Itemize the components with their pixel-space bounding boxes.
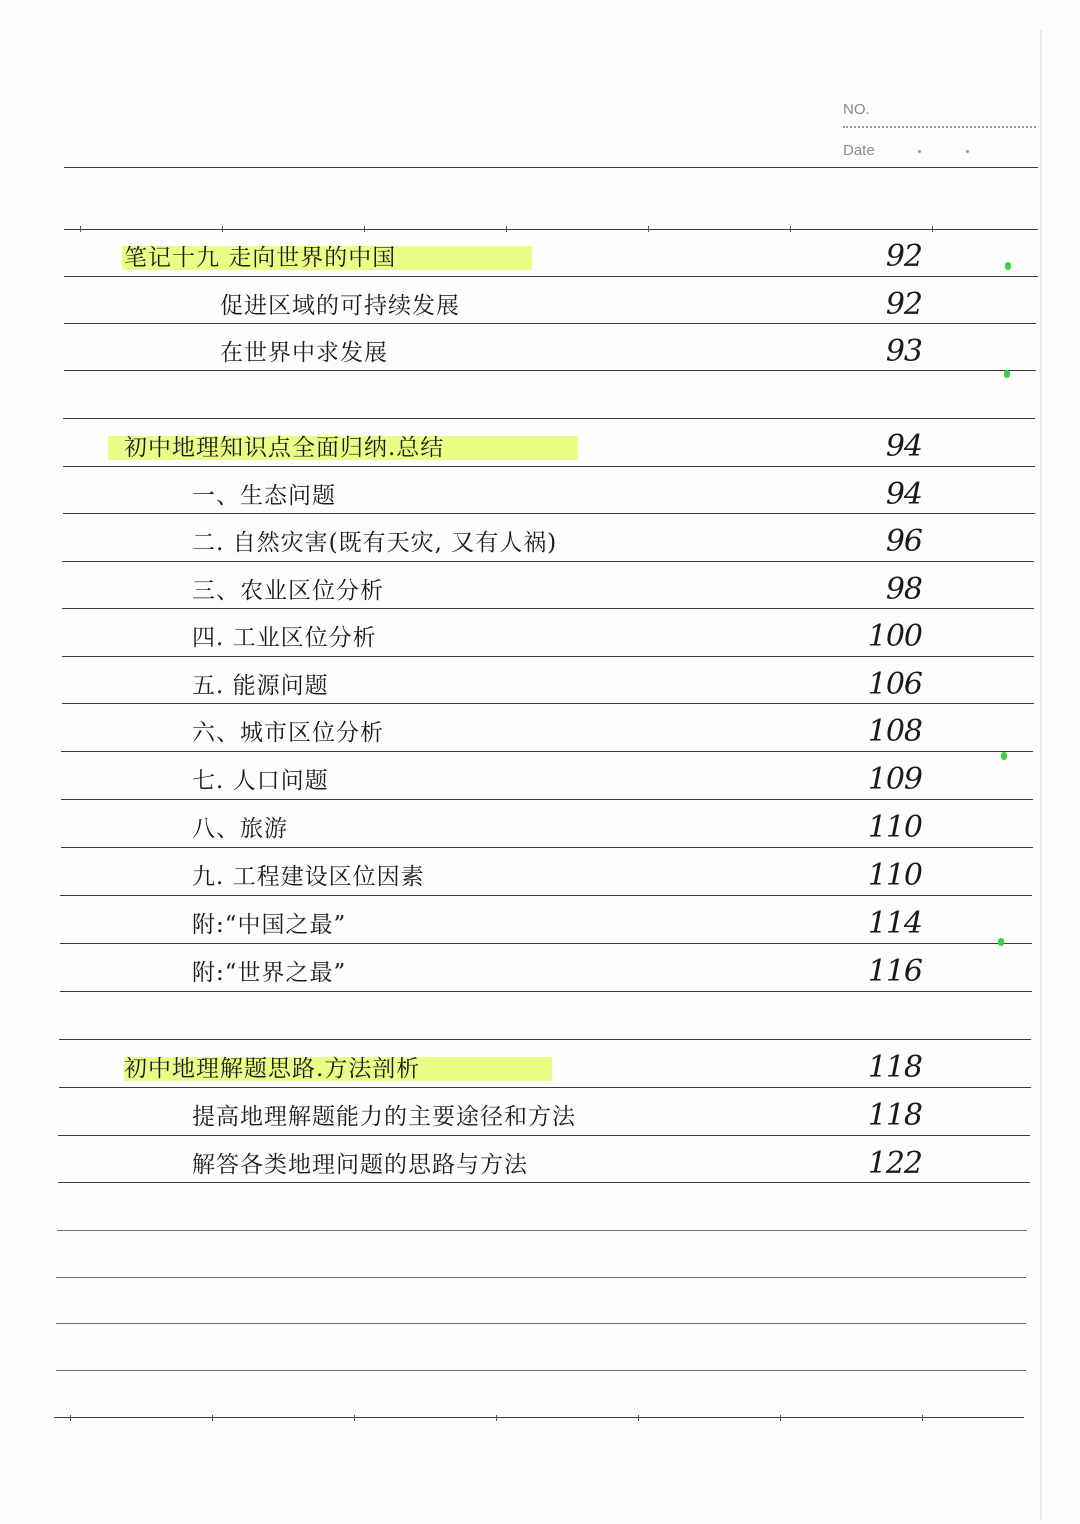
date-dot <box>918 150 921 153</box>
section-title: 初中地理解题思路.方法剖析 <box>124 1056 421 1082</box>
toc-entry <box>60 755 1032 799</box>
bottom-rule <box>54 1417 1024 1418</box>
entry-label: 四. 工业区位分析 <box>192 625 377 651</box>
blank-rule <box>56 1277 1026 1278</box>
green-mark <box>1001 752 1007 760</box>
page-number: 110 <box>867 858 922 893</box>
page-number: 114 <box>867 906 922 941</box>
toc-entry <box>60 470 1032 514</box>
page-number: 94 <box>885 429 922 464</box>
line-rule <box>64 370 1036 371</box>
section-title: 笔记十九 走向世界的中国 <box>124 245 397 271</box>
toc-entry <box>60 517 1032 561</box>
green-mark <box>1004 370 1010 378</box>
toc-entry <box>60 1139 1032 1183</box>
line-rule <box>64 276 1038 277</box>
rule-tick <box>922 1415 923 1421</box>
line-rule <box>61 751 1033 752</box>
green-mark <box>998 938 1004 946</box>
rule-tick <box>496 1415 497 1421</box>
page-number: 118 <box>867 1050 922 1085</box>
entry-label: 二. 自然灾害(既有天灾, 又有人祸) <box>192 530 558 556</box>
toc-entry <box>60 707 1032 751</box>
rule-tick <box>638 1415 639 1421</box>
section-title: 初中地理知识点全面归纳.总结 <box>124 435 445 461</box>
section-heading <box>60 1043 1032 1087</box>
page-number: 96 <box>885 524 922 559</box>
entry-label: 提高地理解题能力的主要途径和方法 <box>192 1104 576 1130</box>
page-number: 108 <box>867 714 922 749</box>
line-rule <box>61 847 1033 848</box>
blank-rule <box>59 1039 1031 1040</box>
entry-label: 八、旅游 <box>192 816 288 842</box>
toc-entry <box>60 327 1032 371</box>
line-rule <box>60 991 1032 992</box>
line-rule <box>63 513 1035 514</box>
page-number: 100 <box>867 619 922 654</box>
page-number: 98 <box>885 572 922 607</box>
line-rule <box>62 656 1034 657</box>
entry-label: 五. 能源问题 <box>192 673 329 699</box>
line-rule <box>61 799 1033 800</box>
page-number: 110 <box>867 810 922 845</box>
entry-label: 三、农业区位分析 <box>192 578 384 604</box>
top-rule <box>64 229 1038 230</box>
entry-label: 在世界中求发展 <box>220 340 388 366</box>
entry-label: 附:“中国之最” <box>192 912 347 938</box>
toc-entry <box>60 280 1032 324</box>
blank-rule <box>56 1323 1026 1324</box>
toc-entry <box>60 899 1032 943</box>
page-number: 92 <box>885 287 922 322</box>
header-dotted-line <box>843 126 1036 128</box>
blank-rule <box>56 1370 1026 1371</box>
line-rule <box>63 466 1035 467</box>
line-rule <box>64 323 1036 324</box>
entry-label: 一、生态问题 <box>192 483 336 509</box>
toc-entry <box>60 947 1032 991</box>
page-number: 109 <box>867 762 922 797</box>
entry-label: 促进区域的可持续发展 <box>220 293 460 319</box>
line-rule <box>58 1182 1030 1183</box>
line-rule <box>62 703 1034 704</box>
page-number: 118 <box>867 1098 922 1133</box>
line-rule <box>58 1135 1030 1136</box>
line-rule <box>62 608 1034 609</box>
rule-tick <box>354 1415 355 1421</box>
toc-entry <box>60 660 1032 704</box>
line-rule <box>60 895 1032 896</box>
line-rule <box>60 943 1032 944</box>
entry-label: 附:“世界之最” <box>192 960 347 986</box>
blank-rule <box>63 418 1035 419</box>
line-rule <box>62 561 1034 562</box>
rule-tick <box>780 1415 781 1421</box>
section-heading <box>60 232 1032 276</box>
green-mark <box>1005 262 1011 270</box>
section-heading <box>60 422 1032 466</box>
entry-label: 解答各类地理问题的思路与方法 <box>192 1152 528 1178</box>
toc-entry <box>60 851 1032 895</box>
rule-tick <box>70 1415 71 1421</box>
page-number: 116 <box>867 954 922 989</box>
page-number: 106 <box>867 667 922 702</box>
toc-entry <box>60 803 1032 847</box>
entry-label: 六、城市区位分析 <box>192 720 384 746</box>
toc-entry <box>60 1091 1032 1135</box>
toc-entry <box>60 565 1032 609</box>
page-number: 93 <box>885 334 922 369</box>
date-label: Date <box>843 142 875 159</box>
line-rule <box>59 1087 1031 1088</box>
blank-rule <box>57 1230 1027 1231</box>
entry-label: 七. 人口问题 <box>192 768 329 794</box>
page-number: 94 <box>885 477 922 512</box>
date-dot <box>966 150 969 153</box>
rule-tick <box>212 1415 213 1421</box>
page-number: 122 <box>867 1146 922 1181</box>
no-label: NO. <box>843 101 870 118</box>
page-number: 92 <box>885 239 922 274</box>
header-rule <box>64 167 1038 168</box>
page-edge <box>1040 30 1042 1520</box>
entry-label: 九. 工程建设区位因素 <box>192 864 425 890</box>
toc-entry <box>60 612 1032 656</box>
